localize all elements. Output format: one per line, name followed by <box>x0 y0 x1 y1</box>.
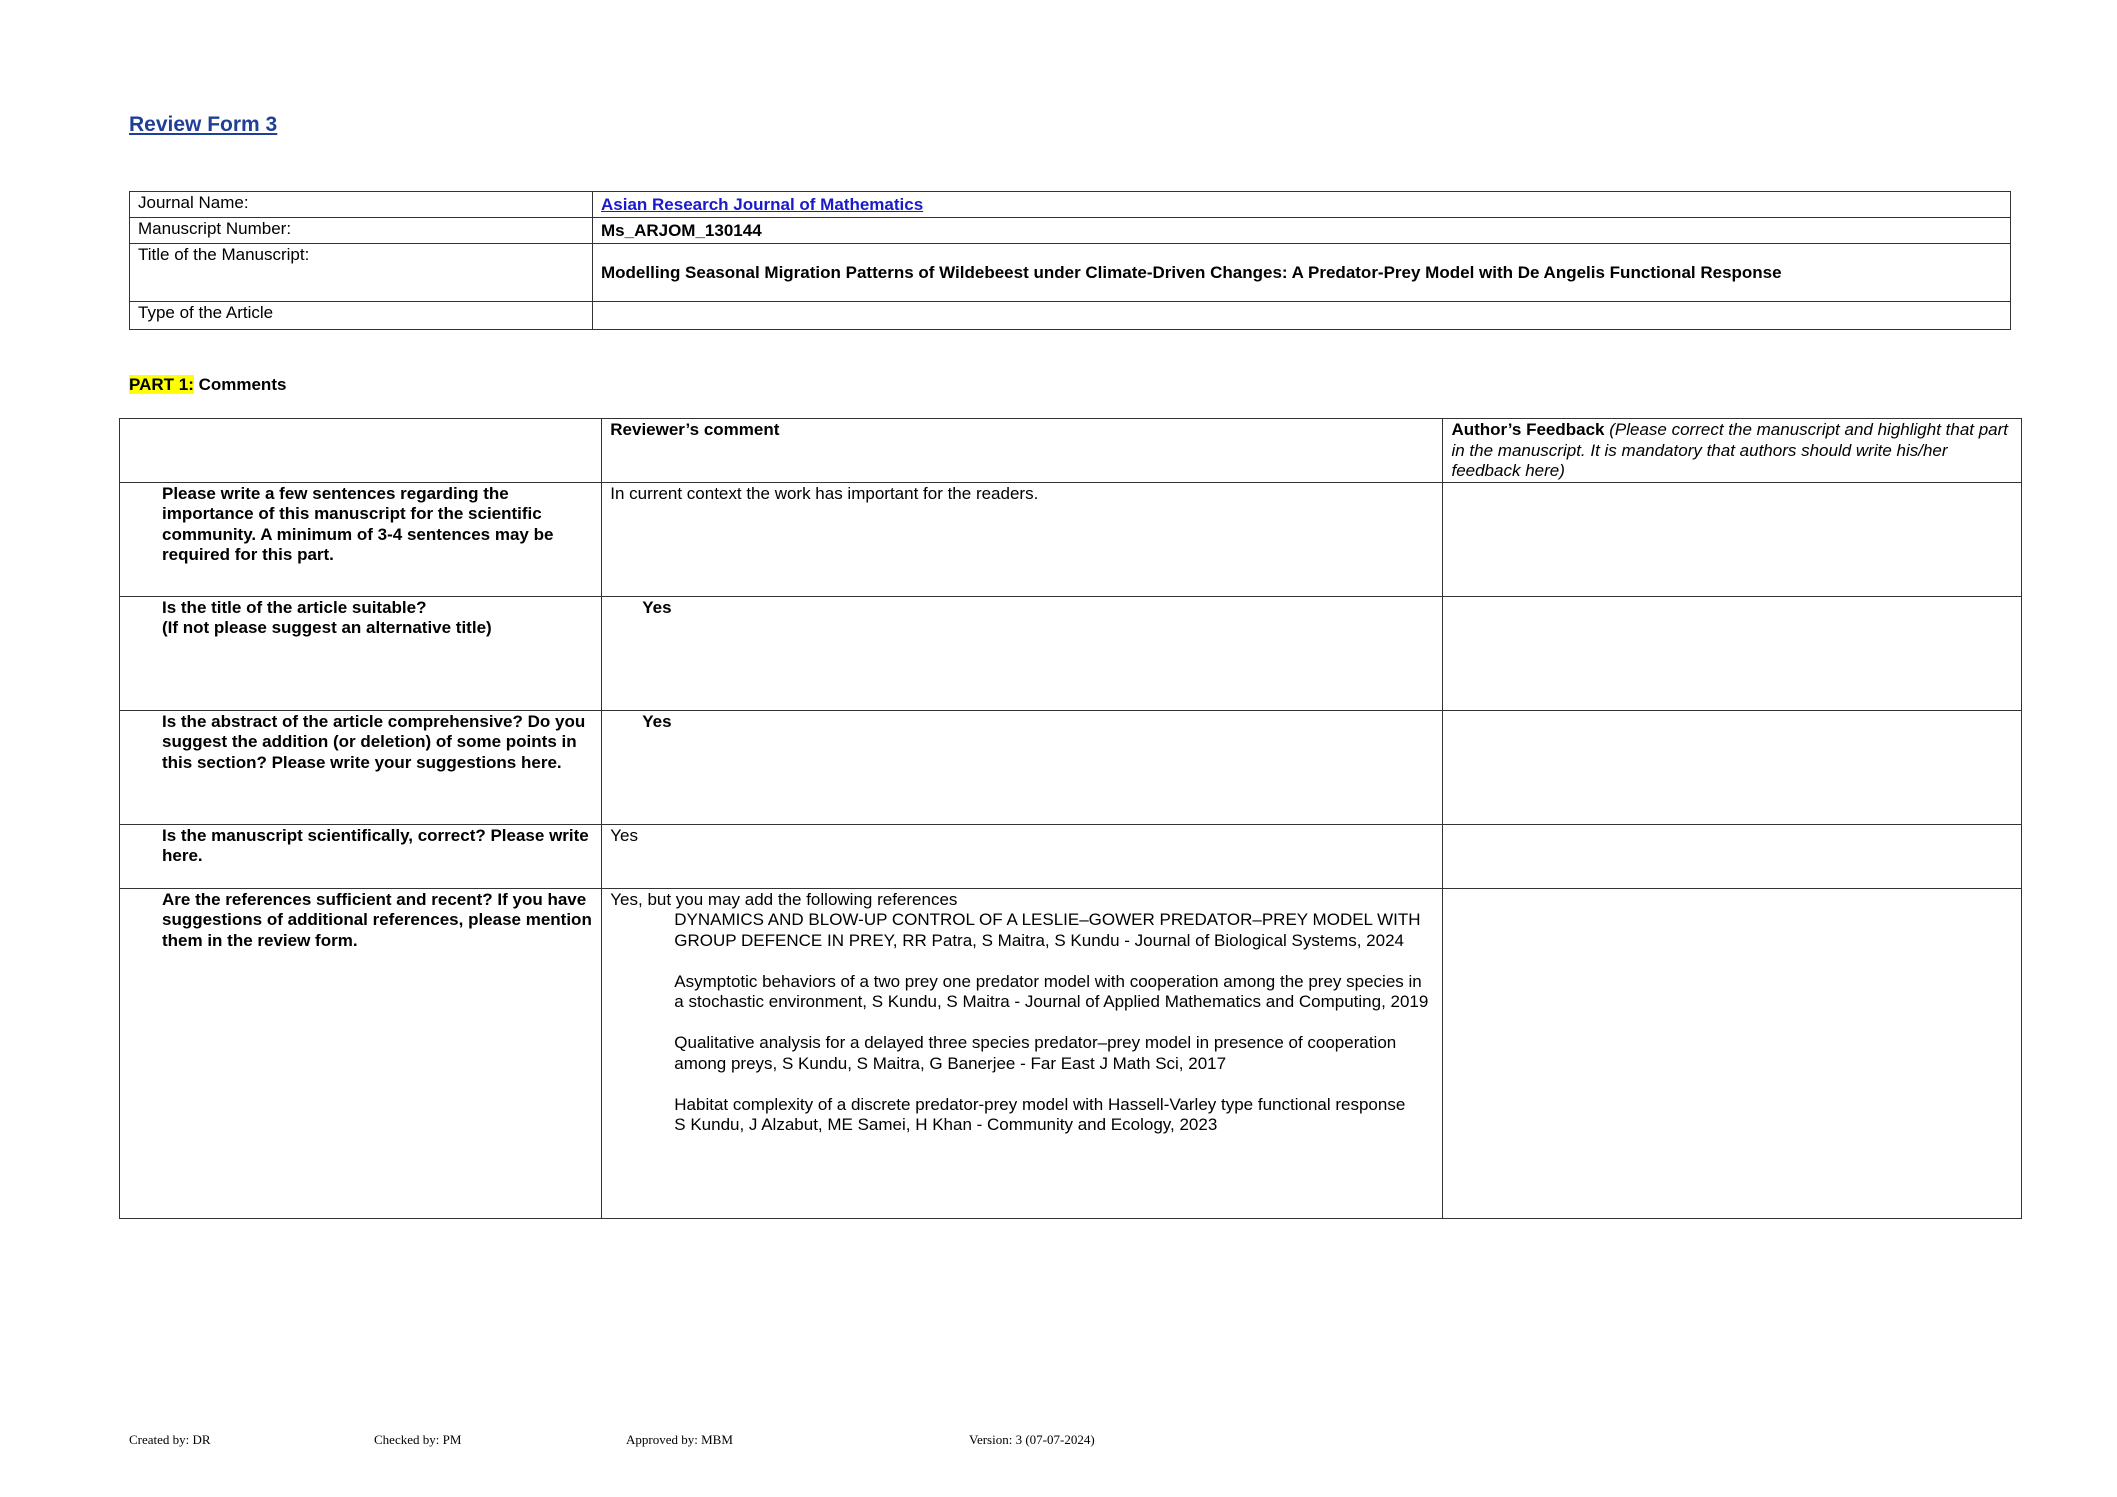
part-1-heading <box>129 375 286 395</box>
question-line: Is the title of the article suitable? <box>162 597 427 617</box>
reviewer-comment: In current context the work has important for the readers. <box>602 482 1443 596</box>
author-feedback-cell[interactable] <box>1443 482 2022 596</box>
table-row <box>130 218 2011 244</box>
author-feedback-title: Author’s Feedback <box>1451 420 1605 439</box>
article-type-value <box>593 302 2011 330</box>
table-row <box>120 419 2022 483</box>
question-scientific: Is the manuscript scientifically, correct? Please write here. <box>120 824 602 888</box>
table-row <box>120 482 2022 596</box>
author-feedback-cell[interactable] <box>1443 888 2022 1218</box>
table-row <box>120 710 2022 824</box>
author-feedback-cell[interactable] <box>1443 596 2022 710</box>
manuscript-info-table <box>129 191 2011 330</box>
reference-authors: S Kundu, J Alzabut, ME Samei, H Khan - Community and Ecology, 2023 <box>674 1115 1218 1134</box>
journal-name-label: Journal Name: <box>130 192 593 218</box>
reviewer-comment <box>602 710 1443 824</box>
footer-version: Version: 3 (07-07-2024) <box>969 1432 1095 1447</box>
reference-item: Qualitative analysis for a delayed three species predator–prey model in presence of cooperation among preys, S Kundu, S Maitra, G Banerjee - Far East J Math Sci, 2017 <box>674 1033 1397 1073</box>
author-feedback-instructions: (Please correct the manuscript and highlight that part in the manuscript. It is mandatory that authors should write his/her feedback here) <box>1451 420 2009 480</box>
author-feedback-cell[interactable] <box>1443 824 2022 888</box>
table-row <box>130 244 2011 302</box>
article-type-label: Type of the Article <box>130 302 593 330</box>
reviewer-comment-text: Yes <box>642 597 672 617</box>
manuscript-number-label: Manuscript Number: <box>130 218 593 244</box>
footer-approved-by: Approved by: MBM <box>626 1432 733 1447</box>
manuscript-number-value: Ms_ARJOM_130144 <box>593 218 2011 244</box>
author-feedback-header <box>1443 419 2022 483</box>
manuscript-title-label: Title of the Manuscript: <box>130 244 593 302</box>
question-abstract: Is the abstract of the article comprehensive? Do you suggest the addition (or deletion) of some points in this section? Please write your suggestions here. <box>120 710 602 824</box>
question-importance: Please write a few sentences regarding the importance of this manuscript for the scientific community. A minimum of 3-4 sentences may be required for this part. <box>120 482 602 596</box>
part-title: Comments <box>193 375 287 394</box>
reference-item: Asymptotic behaviors of a two prey one predator model with cooperation among the prey species in a stochastic environment, S Kundu, S Maitra - Journal of Applied Mathematics and Computing, 2019 <box>674 971 1429 1011</box>
author-feedback-cell[interactable] <box>1443 710 2022 824</box>
question-title <box>120 596 602 710</box>
comments-table <box>119 418 2022 1219</box>
part-label: PART 1: <box>129 375 194 394</box>
table-row <box>120 596 2022 710</box>
reference-item: DYNAMICS AND BLOW-UP CONTROL OF A LESLIE–GOWER PREDATOR–PREY MODEL WITH GROUP DEFENCE IN PREY, RR Patra, S Maitra, S Kundu - Journal of Biological Systems, 2024 <box>674 910 1421 950</box>
reviewer-comment-header: Reviewer’s comment <box>602 419 1443 483</box>
manuscript-title-value: Modelling Seasonal Migration Patterns of Wildebeest under Climate-Driven Changes: A Predator-Prey Model with De Angelis Functional Response <box>593 244 2011 302</box>
footer-created-by: Created by: DR <box>129 1432 211 1447</box>
reviewer-comment <box>602 888 1443 1218</box>
reference-item <box>674 1095 1434 1136</box>
form-title: Review Form 3 <box>129 113 278 136</box>
table-row <box>120 888 2022 1218</box>
reviewer-comment-text: Yes <box>642 711 672 731</box>
reviewer-comment: Yes <box>602 824 1443 888</box>
journal-name-cell <box>593 192 2011 218</box>
reference-list <box>610 910 1434 1136</box>
table-row <box>130 302 2011 330</box>
reviewer-comment-intro: Yes, but you may add the following references <box>610 889 958 909</box>
reference-title: Habitat complexity of a discrete predator-prey model with Hassell-Varley type functional response <box>674 1094 1406 1114</box>
table-row <box>130 192 2011 218</box>
question-line: (If not please suggest an alternative title) <box>162 618 492 637</box>
journal-name-link[interactable]: Asian Research Journal of Mathematics <box>601 195 924 214</box>
reviewer-comment <box>602 596 1443 710</box>
footer-checked-by: Checked by: PM <box>374 1432 462 1447</box>
question-references: Are the references sufficient and recent? If you have suggestions of additional references, please mention them in the review form. <box>120 888 602 1218</box>
header-blank-cell <box>120 419 602 483</box>
table-row <box>120 824 2022 888</box>
